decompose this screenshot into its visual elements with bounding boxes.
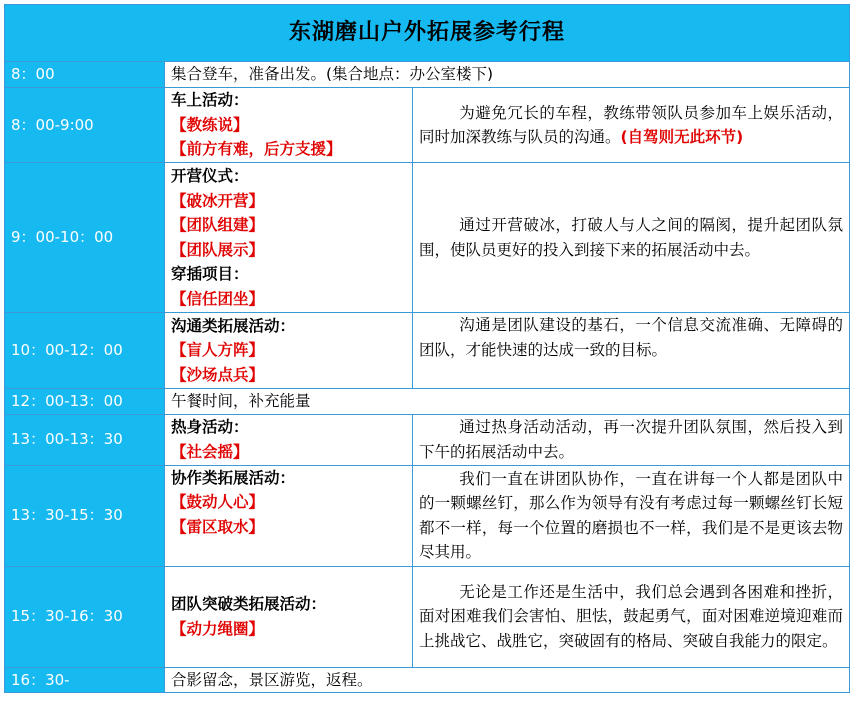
time-cell: 12：00-13：00	[5, 389, 165, 415]
description-cell: 沟通是团队建设的基石，一个信息交流准确、无障碍的团队，才能快速的达成一致的目标。	[413, 313, 850, 389]
time-cell: 15：30-16：30	[5, 566, 165, 667]
activity-item: 【团队展示】	[171, 240, 265, 259]
table-row	[5, 313, 850, 389]
itinerary-table	[4, 4, 850, 693]
note-cell: 集合登车，准备出发。(集合地点：办公室楼下)	[165, 62, 850, 88]
table-row	[5, 414, 850, 465]
note-cell: 午餐时间，补充能量	[165, 389, 850, 415]
description-text: 为避免冗长的车程，教练带领队员参加车上娱乐活动，同时加深教练与队员的沟通。	[419, 103, 844, 146]
itinerary	[4, 4, 849, 693]
activity-item: 【团队组建】	[171, 216, 265, 234]
activity-cell	[165, 88, 413, 163]
time-cell: 16：30-	[5, 667, 165, 693]
table-row	[5, 163, 850, 313]
time-cell: 13：00-13：30	[5, 414, 165, 465]
table-row	[5, 566, 850, 667]
description-cell: 通过开营破冰，打破人与人之间的隔阂，提升起团队氛围，使队员更好的投入到接下来的拓展活动中去。	[413, 163, 850, 313]
activity-cell	[165, 465, 413, 566]
activity-cell	[165, 566, 413, 667]
activity-item: 【鼓动人心】	[171, 493, 265, 511]
time-cell: 13：30-15：30	[5, 465, 165, 566]
time-cell: 8：00-9:00	[5, 88, 165, 163]
activity-cell	[165, 163, 413, 313]
activity-item: 【教练说】	[171, 115, 249, 134]
activity-label: 团队突破类拓展活动：	[171, 595, 327, 613]
activity-item: 【雷区取水】	[171, 517, 265, 536]
activity-cell	[165, 313, 413, 389]
activity-item: 【盲人方阵】	[171, 341, 265, 360]
time-cell: 10：00-12：00	[5, 313, 165, 389]
activity-label: 协作类拓展活动：	[171, 468, 296, 487]
description-cell: 我们一直在讲团队协作，一直在讲每一个人都是团队中的一颗螺丝钉，那么作为领导有没有考虑过每一颗螺丝钉长短都不一样，每一个位置的磨损也不一样，我们是不是更该去物尽其用。	[413, 465, 850, 566]
table-row	[5, 88, 850, 163]
activity-label: 开营仪式：	[171, 167, 249, 185]
table-row	[5, 465, 850, 566]
activity-label: 热身活动：	[171, 418, 249, 436]
description-cell	[413, 88, 850, 163]
description-cell: 无论是工作还是生活中，我们总会遇到各困难和挫折，面对困难我们会害怕、胆怯，鼓起勇气，面对困难逆境迎难而上挑战它、战胜它，突破固有的格局、突破自我能力的限定。	[413, 566, 850, 667]
table-row	[5, 389, 850, 415]
activity-label: 沟通类拓展活动：	[171, 316, 296, 335]
description-cell: 通过热身活动活动，再一次提升团队氛围，然后投入到下午的拓展活动中去。	[413, 414, 850, 465]
activity-item: 【前方有难，后方支援】	[171, 140, 342, 159]
table-row	[5, 667, 850, 693]
activity-item: 【社会摇】	[171, 442, 249, 461]
description-note: (自驾则无此环节)	[620, 128, 744, 146]
activity-item: 【信任团坐】	[171, 289, 265, 308]
table-row	[5, 62, 850, 88]
note-cell: 合影留念，景区游览，返程。	[165, 667, 850, 693]
page-title: 东湖磨山户外拓展参考行程	[5, 5, 850, 62]
activity-label: 穿插项目：	[171, 265, 249, 283]
time-cell: 8：00	[5, 62, 165, 88]
activity-item: 【动力绳圈】	[171, 619, 265, 638]
activity-item: 【沙场点兵】	[171, 365, 265, 384]
activity-item: 【破冰开营】	[171, 191, 265, 210]
activity-label: 车上活动：	[171, 91, 249, 110]
time-cell: 9：00-10：00	[5, 163, 165, 313]
activity-cell	[165, 414, 413, 465]
